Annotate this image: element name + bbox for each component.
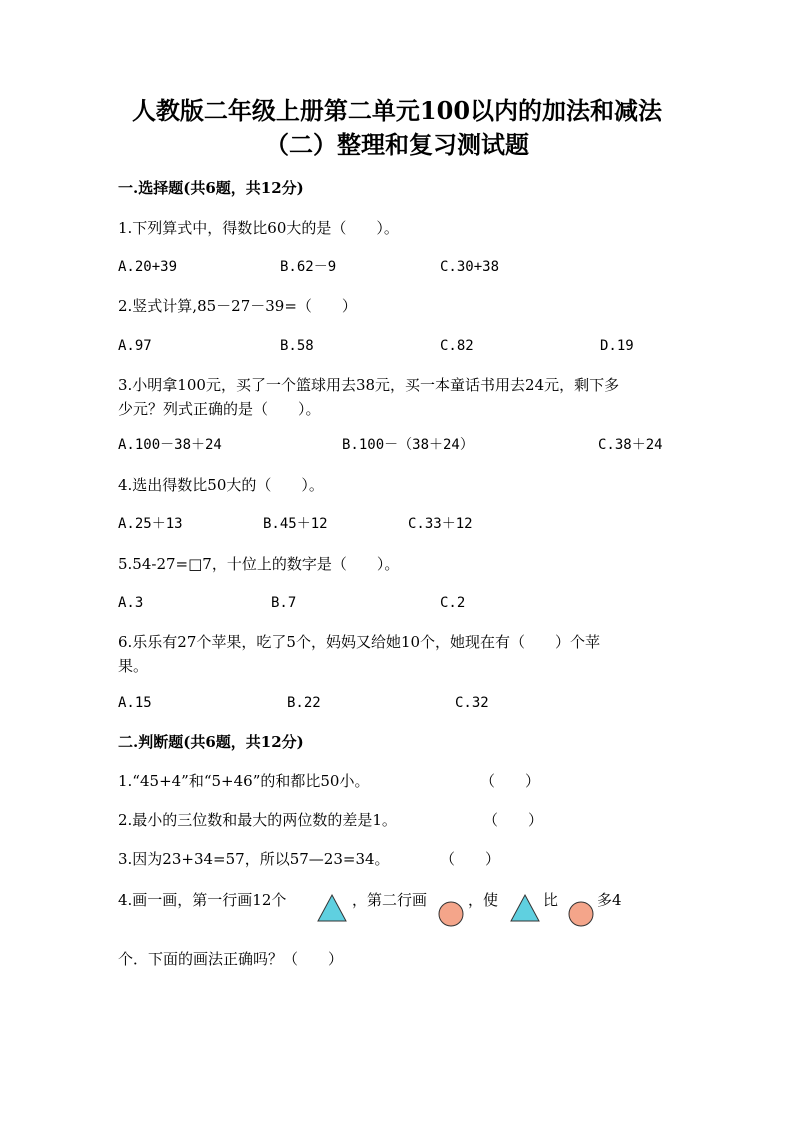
option-a: A.97 [118, 338, 152, 354]
option-b: B.22 [287, 695, 321, 711]
option-c: C.38＋24 [598, 437, 663, 453]
question-text: 4.选出得数比50大的（ ）。 [118, 476, 324, 494]
circle-icon [567, 900, 595, 928]
question-text: 3.因为23+34=57，所以57—23=34。 [118, 850, 390, 868]
question-text: 6.乐乐有27个苹果，吃了5个，妈妈又给她10个，她现在有（ ）个苹 [118, 633, 601, 651]
option-c: C.82 [440, 338, 474, 354]
circle-shape [569, 902, 593, 926]
question-text-cont: 果。 [118, 657, 149, 675]
option-a: A.20+39 [118, 259, 178, 275]
question-text: 2.竖式计算,85－27－39=（ ） [118, 297, 357, 315]
triangle-icon [316, 893, 348, 923]
question-text-cont: 少元？列式正确的是（ ）。 [118, 400, 321, 418]
option-b: B.58 [280, 338, 314, 354]
triangle-shape [511, 895, 539, 921]
question-text: 1.下列算式中，得数比60大的是（ ）。 [118, 219, 399, 237]
question-text: 3.小明拿100元，买了一个篮球用去38元，买一本童话书用去24元，剩下多 [118, 376, 620, 394]
option-c: C.33＋12 [408, 516, 473, 532]
question-text: 4.画一画，第一行画12个 [118, 891, 287, 909]
question-text: ，使 [468, 891, 499, 909]
circle-icon [437, 900, 465, 928]
option-b: B.45＋12 [263, 516, 328, 532]
option-c: C.30+38 [440, 259, 500, 275]
question-text-cont: 个．下面的画法正确吗？（ ） [118, 950, 344, 968]
option-b: B.7 [271, 595, 297, 611]
option-a: A.15 [118, 695, 152, 711]
page-title: 人教版二年级上册第二单元100以内的加法和减法 [131, 96, 663, 125]
option-a: A.25＋13 [118, 516, 183, 532]
question-text: 多4 [597, 891, 622, 909]
answer-blank: （ ） [440, 850, 501, 868]
option-b: B.62－9 [280, 259, 337, 275]
option-c: C.32 [455, 695, 489, 711]
question-text: 2.最小的三位数和最大的两位数的差是1。 [118, 811, 397, 829]
option-c: C.2 [440, 595, 466, 611]
question-text: 比 [543, 891, 559, 909]
question-text: ，第二行画 [352, 891, 428, 909]
option-a: A.3 [118, 595, 144, 611]
answer-blank: （ ） [483, 811, 544, 829]
page-subtitle: （二）整理和复习测试题 [265, 130, 529, 159]
question-text: 1.“45+4”和“5+46”的和都比50小。 [118, 772, 370, 790]
circle-shape [439, 902, 463, 926]
triangle-shape [318, 895, 346, 921]
section-heading-choice: 一.选择题(共6题，共12分) [118, 179, 304, 197]
option-b: B.100－（38＋24） [342, 437, 474, 453]
section-heading-judge: 二.判断题(共6题，共12分) [118, 733, 304, 751]
question-text: 5.54-27=□7，十位上的数字是（ ）。 [118, 555, 400, 573]
triangle-icon [509, 893, 541, 923]
option-d: D.19 [600, 338, 634, 354]
option-a: A.100－38＋24 [118, 437, 222, 453]
answer-blank: （ ） [480, 772, 541, 790]
